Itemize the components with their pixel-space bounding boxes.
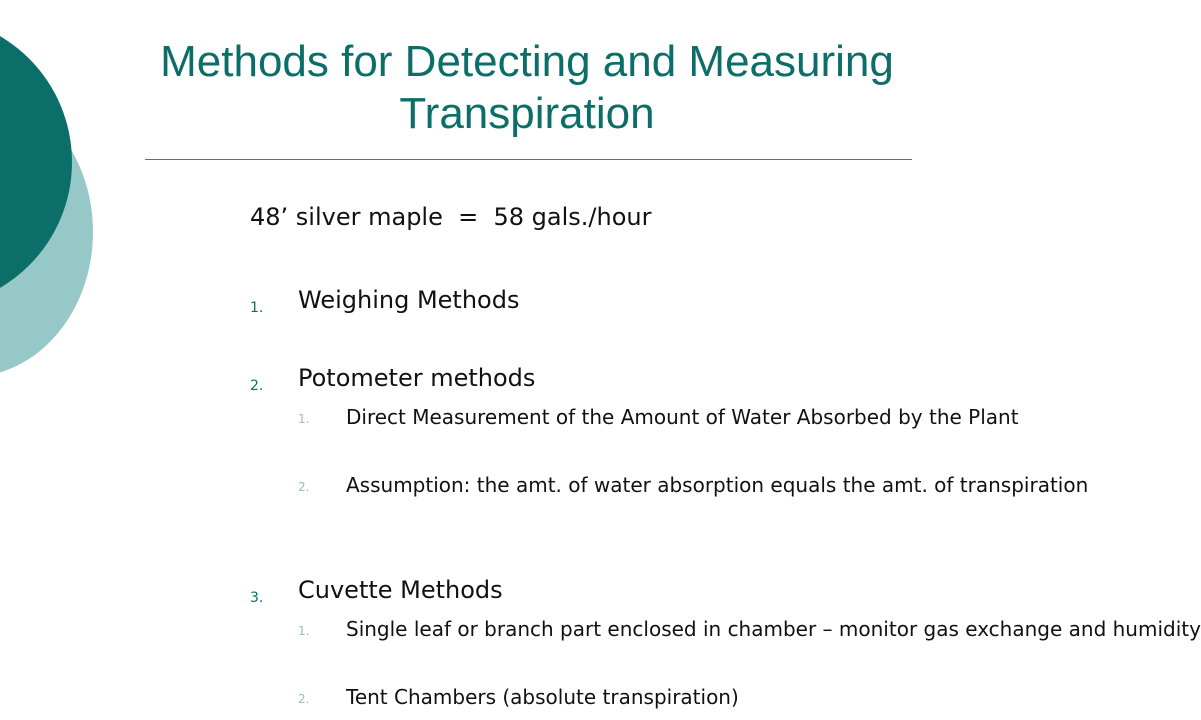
sub-item-number: 2. <box>298 692 310 706</box>
list-item-number: 3. <box>250 590 264 606</box>
sub-item-number: 1. <box>298 624 310 638</box>
list-item-label: Weighing Methods <box>298 286 520 314</box>
sub-item-text: Direct Measurement of the Amount of Water Absorbed by the Plant <box>346 405 1019 429</box>
sub-item-text: Assumption: the amt. of water absorption equals the amt. of transpiration <box>346 473 1089 497</box>
list-item-label: Cuvette Methods <box>298 576 503 604</box>
sub-item-number: 1. <box>298 412 310 426</box>
list-item-number: 2. <box>250 378 264 394</box>
title-divider <box>145 159 912 160</box>
sub-item-text: Single leaf or branch part enclosed in chamber – monitor gas exchange and humidity <box>346 617 1201 641</box>
sub-item-number: 2. <box>298 480 310 494</box>
list-item-label: Potometer methods <box>298 364 536 392</box>
sub-item-text: Tent Chambers (absolute transpiration) <box>346 685 739 709</box>
list-item-number: 1. <box>250 300 264 316</box>
slide-title: Methods for Detecting and Measuring Transpiration <box>160 37 894 138</box>
highlight-statement: 48’ silver maple = 58 gals./hour <box>250 203 652 231</box>
